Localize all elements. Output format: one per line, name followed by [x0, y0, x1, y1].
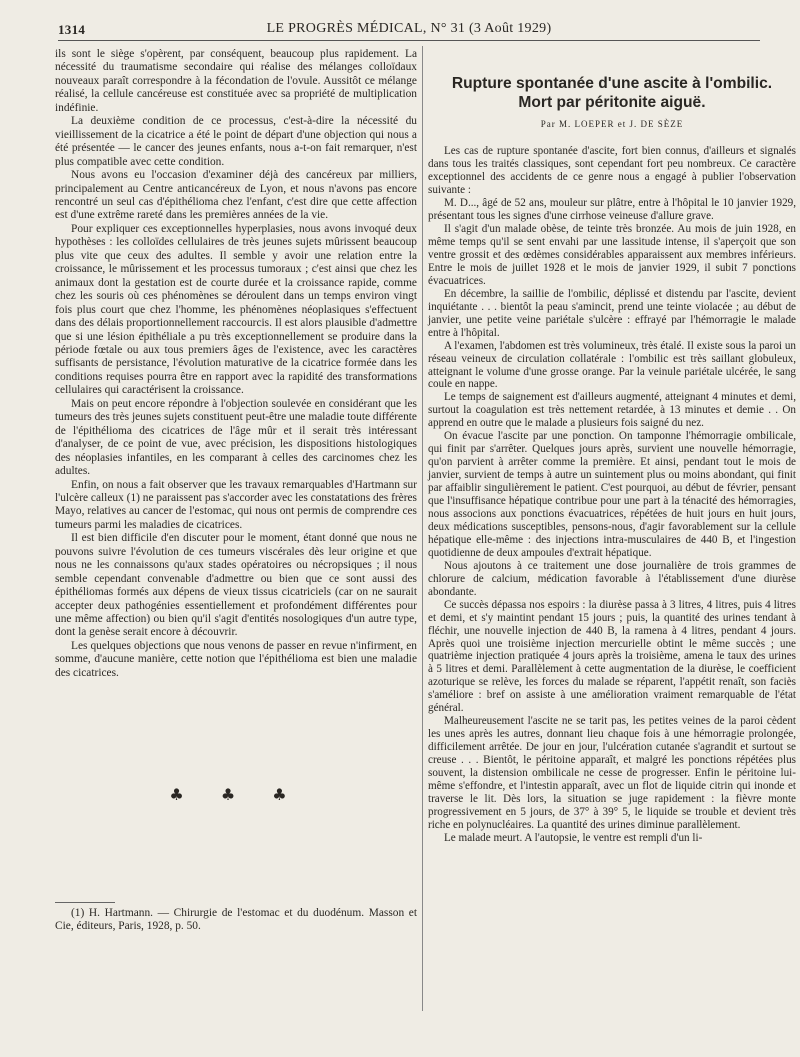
paragraph: Mais on peut encore répondre à l'objection soulevée en considérant que les tumeurs des très jeunes sujets constituent peut-être une maladie toute différente de l'épithélioma des cicatrices de l'âge mûr et il serait très intéressant d'analyser, de ce point de vue, avec précision, les dispositions histologiques des néoplasies infantiles, en les comparant à celles des carcinomes chez les adultes. [55, 397, 417, 478]
paragraph: Le malade meurt. A l'autopsie, le ventre est rempli d'un li- [444, 831, 703, 844]
paragraph: Enfin, on nous a fait observer que les travaux remarquables d'Hartmann sur l'ulcère calleux (1) ne paraissent pas s'accorder avec les constatations des frères Mayo, relatives au cancer de l'estomac, qui nous ont permis de comprendre ces tumeurs parmi les maladies de cicatrices. [55, 478, 417, 531]
right-column [428, 48, 796, 845]
left-column [55, 48, 417, 934]
paragraph: Les cas de rupture spontanée d'ascite, fort bien connus, d'ailleurs et signalés dans tous les traités classiques, sont cependant fort peu nombreux. Ce caractère exceptionnel des accidents de ce genre nous a engagé à publier l'observation suivante : [428, 145, 796, 197]
footnote: (1) H. Hartmann. — Chirurgie de l'estomac et du duodénum. Masson et Cie, éditeurs, Paris, 1928, p. 50. [55, 906, 417, 933]
article-authors: Par M. LOEPER et J. DE SÈZE [540, 119, 684, 129]
paragraph: A l'examen, l'abdomen est très volumineux, très étalé. Il existe sous la paroi un réseau veineux de circulation collatérale : l'ombilic est très saillant globuleux, atteignant le volume d'une grosse orange. Par la veinule pariétale ulcérée, le sang coule en nappe. [428, 339, 796, 391]
ornament-stars: ♣ ♣ ♣ [169, 785, 303, 805]
article-title-line-1: Rupture spontanée d'une ascite à l'ombilic. [451, 75, 773, 92]
paragraph: En décembre, la saillie de l'ombilic, déplissé et distendu par l'ascite, devient inquiétante . . . bientôt la peau s'amincit, prend une teinte violacée ; au début de janvier, une petite veine pariétale s'ulcère : effrayé par l'hémorragie le malade entre à l'hôpital. [428, 287, 796, 339]
paragraph: La deuxième condition de ce processus, c'est-à-dire la nécessité du vieillissement de la cicatrice a été le point de départ d'une objection qui nous a été présentée — le cancer des jeunes enfants, nous a-t-on fait remarquer, n'est plus compatible avec cette condition. [55, 115, 417, 168]
paragraph: Pour expliquer ces exceptionnelles hyperplasies, nous avons invoqué deux hypothèses : les colloïdes cellulaires de très jeunes sujets mûrissent beaucoup plus vite que ceux des adultes. Il semble y avoir une relation entre la croissance, le mûrissement et les processus tumoraux ; c'est ainsi que chez les animaux dont la gestation est de courte durée et la croissance rapide, comme chez les souris où ces phénomènes se déroulent dans un temps environ vingt fois plus court que chez l'homme, les phénomènes néoplasiques s'effectuent dans des délais proportionnellement raccourcis. Il est alors plausible d'admettre que si une lésion épithéliale a pu très exceptionnellement se produire dans la période fœtale ou aux tous premiers âges de l'existence, avec les caractères suffisants de persistance, l'évolution maturative de la cicatrice formée dans les conditions requises pourra être en rapport avec la rapidité des transformations cellulaires qui caractérisent la croissance. [55, 222, 417, 397]
running-header [58, 16, 760, 41]
journal-title: LE PROGRÈS MÉDICAL, N° 31 (3 Août 1929) [266, 21, 552, 36]
paragraph: Il est bien difficile d'en discuter pour le moment, étant donné que nous ne pouvons suivre l'évolution de ces tumeurs viscérales dès leur origine et que nous ne les connaissons qu'aux stades opératoires ou nécropsiques ; il nous semble cependant convenable d'admettre ou bien que ce sont aussi des épithéliomas formés aux dépens de vieux tissus cicatriciels (car on ne saurait accepter deux pathogénies essentiellement et profondément différentes pour une même affection) ou bien qu'il s'agit d'entités nosologiques d'un autre type, dont la genèse serait encore à découvrir. [55, 532, 417, 639]
paragraph: Ce succès dépassa nos espoirs : la diurèse passa à 3 litres, 4 litres, puis 4 litres et demi, et s'y maintint pendant 15 jours ; puis, la quantité des urines tendant à fléchir, une nouvelle injection de 440 B, la ramena à 4 litres, pendant 4 jours. Après quoi une troisième injection mercurielle obtint le même succès ; une quatrième injection pratiquée 4 jours après la troisième, amena le taux des urines à 5 litres et demi. Parallèlement à cette augmentation de la diurèse, le coefficient azoturique se relève, les forces du malade se réparent, l'appétit renaît, son faciès s'améliore : bref on assiste à une amélioration vraiment remarquable de l'état général. [428, 598, 796, 715]
paragraph: ils sont le siège s'opèrent, par conséquent, beaucoup plus rapidement. La nécessité du traumatisme secondaire qui réalise des mélanges colloïdaux nouveaux paraît correspondre à la fécondation de l'ovule. Aussitôt ce mélange réalisé, la cellule cancéreuse est constituée avec sa propriété de multiplication indéfinie. [55, 48, 417, 114]
article-title-line-2: Mort par péritonite aiguë. [518, 94, 706, 111]
paragraph: Le temps de saignement est d'ailleurs augmenté, atteignant 4 minutes et demi, surtout la coagulation est très nettement retardée, à 13 minutes et demie . . On apprend en outre que le malade a plusieurs fois saigné du nez. [428, 391, 796, 430]
paragraph: Il s'agit d'un malade obèse, de teinte très bronzée. Au mois de juin 1928, en même temps qu'il se sent envahi par une lassitude intense, il s'aperçoit que son ventre grossit et des œdèmes considérables apparaissent aux membres inférieurs. Entre le mois de juillet 1928 et le mois de janvier 1929, il subit 7 ponctions évacuatrices. [428, 223, 796, 287]
footnote-rule [55, 902, 115, 903]
paragraph: M. D..., âgé de 52 ans, mouleur sur plâtre, entre à l'hôpital le 10 janvier 1929, présentant tous les signes d'une cirrhose veineuse d'allure grave. [428, 197, 796, 223]
paragraph: On évacue l'ascite par une ponction. On tamponne l'hémorragie ombilicale, qui finit par s'arrêter. Quelques jours après, survient une nouvelle hémorragie, qu'on parvient à arrêter comme la première. Et ainsi, pendant tout le mois de janvier, survient de temps à autre un suintement plus ou moins abondant, qui finit par affaiblir singulièrement le patient. C'est pourquoi, au début de février, pensant que l'insuffisance hépatique contribue pour une part à la ténacité des hémorragies, nous associons aux ponctions évacuatrices, répétées de huit jours en huit jours, deux médications susceptibles, pensons-nous, d'agir favorablement sur la cellule hépatique elle-même : des injections intra-musculaires de 440 B, et l'ingestion quotidienne de deux ampoules d'extrait hépatique. [428, 430, 796, 559]
page-number: 1314 [58, 22, 86, 37]
article-title [428, 74, 796, 112]
paragraph: Nous ajoutons à ce traitement une dose journalière de trois grammes de chlorure de calcium, médication favorable à l'établissement d'une diurèse abondante. [428, 559, 796, 598]
paragraph: Nous avons eu l'occasion d'examiner déjà des cancéreux par milliers, principalement au Centre anticancéreux de Lyon, et nous n'avons pas encore rencontré un seul cas d'épithélioma chez l'enfant, c'est dire que cette affection est d'une extrême rareté dans les premières années de la vie. [55, 169, 417, 222]
paragraph: Les quelques objections que nous venons de passer en revue n'infirment, en somme, d'aucune manière, cette notion que l'épithélioma est bien une maladie des cicatrices. [55, 639, 417, 679]
paragraph: Malheureusement l'ascite ne se tarit pas, les petites veines de la paroi cèdent les unes après les autres, donnant lieu chaque fois à une hémorragie prolongée, difficilement arrêtée. De jour en jour, l'ulcération cutanée s'agrandit et surtout se creuse . . . Bientôt, le péritoine apparaît, et malgré les ponctions répétées plus souvent, la distension ombilicale ne cesse de progresser. Enfin le péritoine lui-même s'effondre, et l'intestin apparaît, avec un flot de liquide citrin qui inonde et traverse le lit. Dès lors, la situation se juge rapidement : la fièvre monte progressivement en 5 jours, de 37° à 39° 5, le liquide se trouble et devient très riche en polynucléaires. La quantité des urines diminue parallèlement. [428, 715, 796, 831]
column-divider [422, 46, 423, 1011]
